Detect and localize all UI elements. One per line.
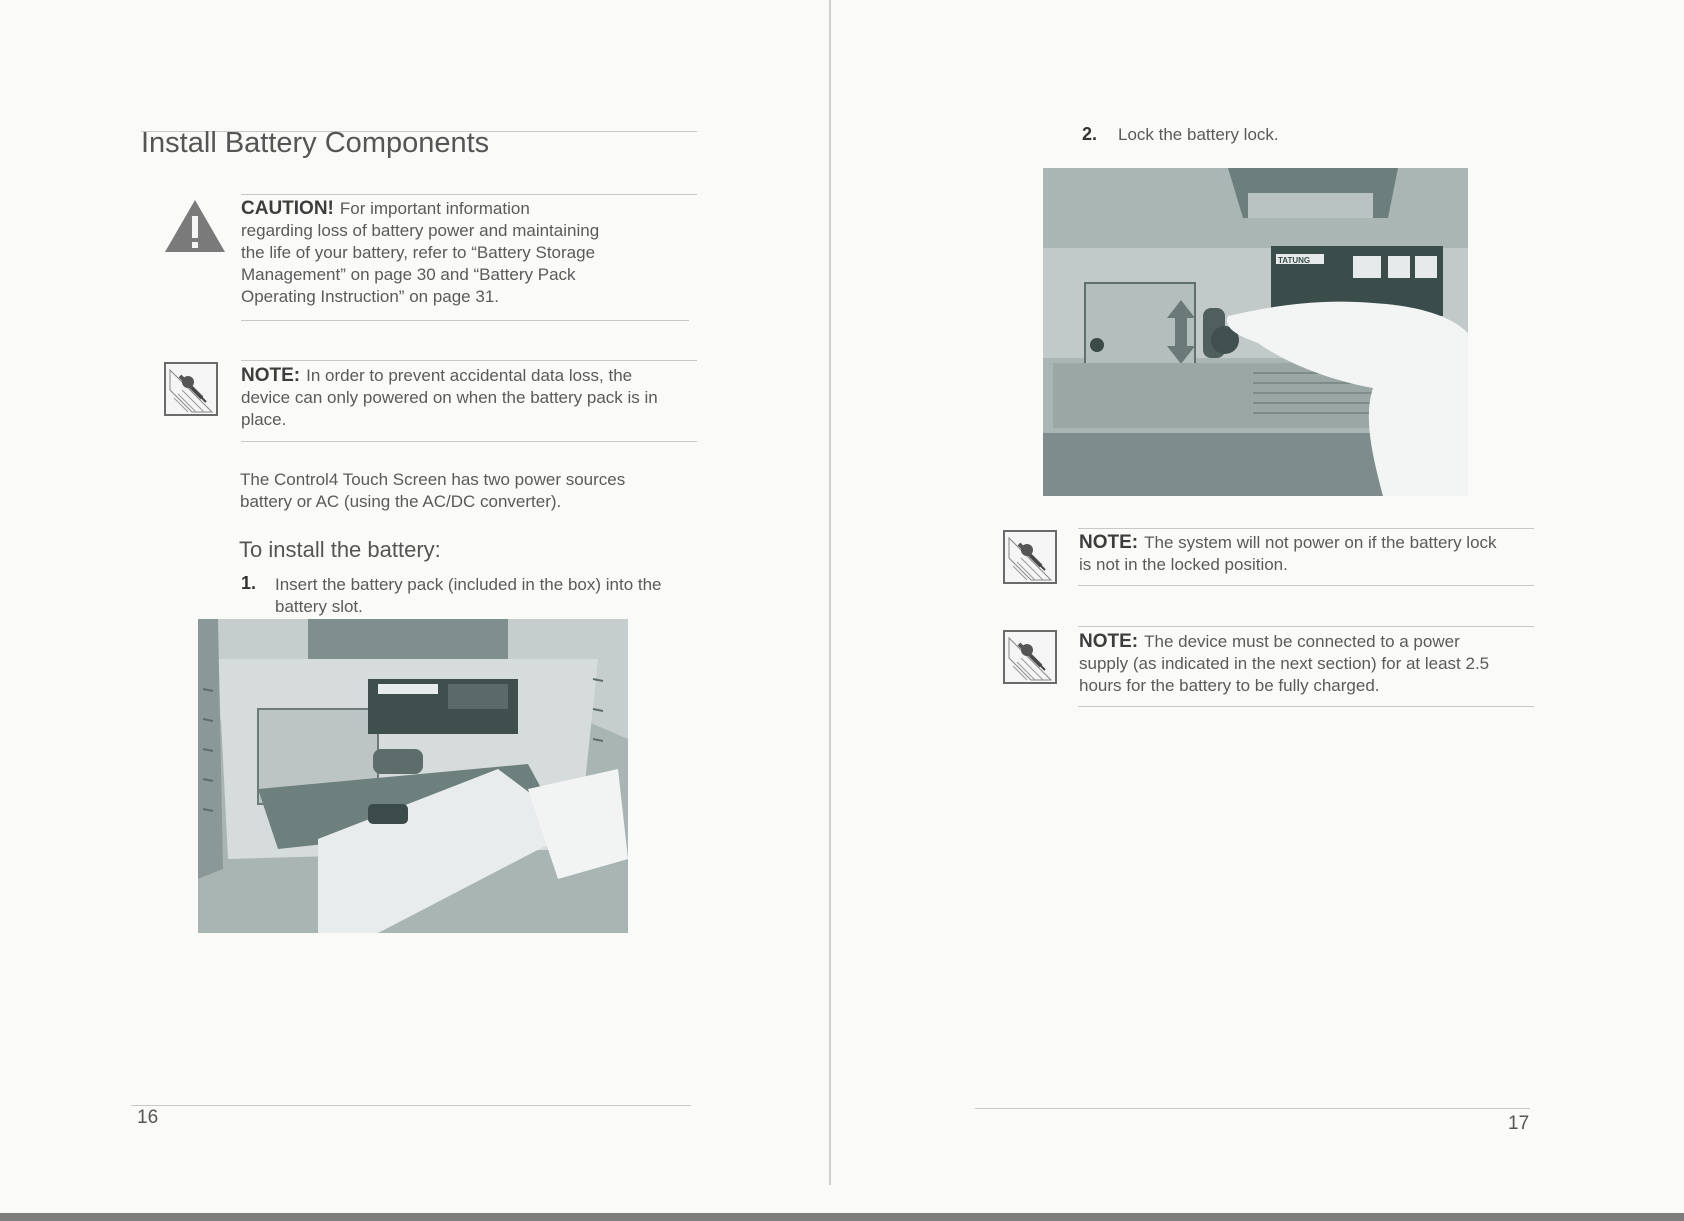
note1-lead: NOTE: bbox=[1079, 532, 1139, 553]
intro-line: The Control4 Touch Screen has two power sources bbox=[240, 470, 626, 489]
note2-line: supply (as indicated in the next section) for at least 2.5 bbox=[1079, 654, 1490, 673]
note2-line: The device must be connected to a power bbox=[1144, 632, 1460, 651]
intro-line: battery or AC (using the AC/DC converter). bbox=[240, 492, 562, 511]
warning-triangle-icon bbox=[163, 198, 227, 254]
caution-text bbox=[241, 198, 701, 308]
note2-top-rule bbox=[1078, 626, 1534, 627]
step-line: Insert the battery pack (included in the box) into the bbox=[275, 575, 662, 594]
install-subheading: To install the battery: bbox=[239, 537, 441, 562]
note2-lead: NOTE: bbox=[1079, 631, 1139, 652]
note-bottom-rule bbox=[241, 441, 697, 442]
page-title: Install Battery Components bbox=[141, 127, 490, 159]
page-spine bbox=[829, 0, 831, 1185]
note1-line: The system will not power on if the battery lock bbox=[1144, 533, 1497, 552]
battery-insert-photo bbox=[198, 619, 628, 933]
step-text bbox=[275, 574, 715, 618]
step-line: battery slot. bbox=[275, 597, 363, 616]
note1-bottom-rule bbox=[1078, 585, 1534, 586]
note-line: In order to prevent accidental data loss, the bbox=[306, 366, 633, 385]
caution-bottom-rule bbox=[241, 320, 689, 321]
note-lead: NOTE: bbox=[241, 365, 301, 386]
battery-lock-photo bbox=[1043, 168, 1468, 496]
caution-line: Management” on page 30 and “Battery Pack bbox=[241, 265, 576, 284]
note1-line: is not in the locked position. bbox=[1079, 555, 1288, 574]
step-text: Lock the battery lock. bbox=[1118, 125, 1279, 144]
footer-rule-right bbox=[975, 1108, 1530, 1109]
page-number-left: 16 bbox=[137, 1107, 159, 1128]
note-pushpin-icon bbox=[1003, 630, 1057, 684]
caution-line: regarding loss of battery power and maintaining bbox=[241, 221, 600, 240]
note-line: place. bbox=[241, 410, 287, 429]
caution-lead: CAUTION! bbox=[241, 198, 334, 219]
step-number: 1. bbox=[241, 573, 257, 593]
note2-line: hours for the battery to be fully charged. bbox=[1079, 676, 1380, 695]
page-number-right: 17 bbox=[1508, 1113, 1530, 1134]
note1-text bbox=[1079, 532, 1549, 576]
note-line: device can only powered on when the battery pack is in bbox=[241, 388, 658, 407]
note2-bottom-rule bbox=[1078, 706, 1534, 707]
caution-line: For important information bbox=[339, 199, 530, 218]
photo-brand-label: TATUNG bbox=[1278, 256, 1311, 265]
note1-top-rule bbox=[1078, 528, 1534, 529]
caution-top-rule bbox=[241, 194, 697, 195]
intro-paragraph bbox=[240, 469, 720, 513]
scan-edge bbox=[0, 1213, 1684, 1221]
note-text bbox=[241, 365, 711, 431]
footer-rule-left bbox=[131, 1105, 691, 1106]
note-pushpin-icon bbox=[164, 362, 218, 416]
note-top-rule bbox=[241, 360, 697, 361]
caution-line: the life of your battery, refer to “Battery Storage bbox=[241, 243, 596, 262]
step-number: 2. bbox=[1082, 124, 1098, 144]
note2-text bbox=[1079, 631, 1549, 697]
caution-line: Operating Instruction” on page 31. bbox=[241, 287, 499, 306]
note-pushpin-icon bbox=[1003, 530, 1057, 584]
